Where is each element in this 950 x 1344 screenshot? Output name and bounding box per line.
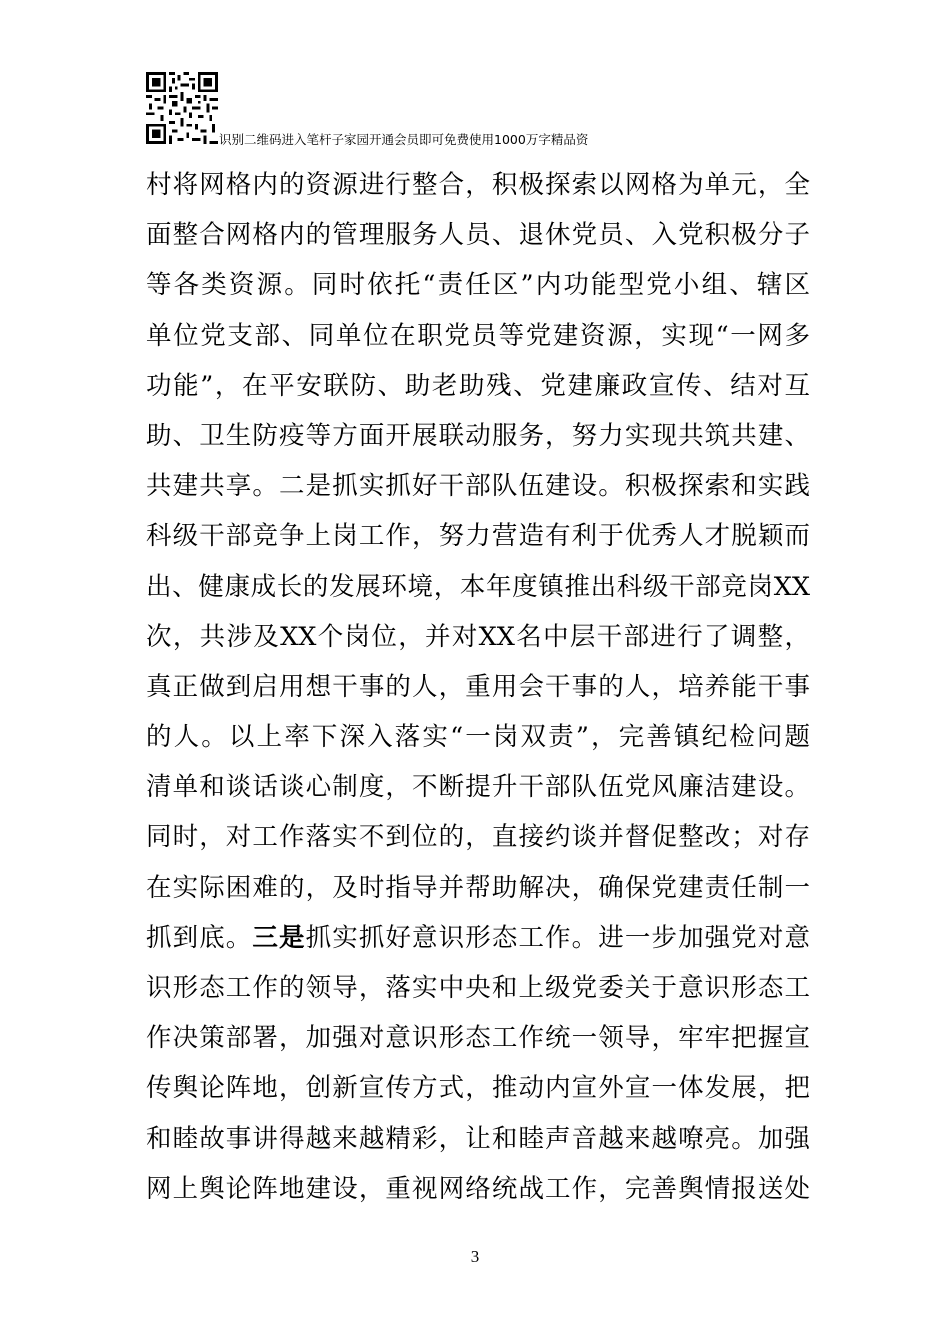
header-promo-note: 识别二维码进入笔杆子家园开通会员即可免费使用1000万字精品资 [219, 132, 589, 147]
body-line-5: 功能”，在平安联防、助老助残、党建廉政宣传、结对互 [146, 370, 810, 401]
document-body [146, 160, 810, 1214]
body-line-10: 次，共涉及XX个岗位，并对XX名中层干部进行了调整， [146, 621, 810, 652]
body-line-1: 村将网格内的资源进行整合，积极探索以网格为单元，全 [146, 170, 810, 200]
qr-code-icon [146, 72, 218, 144]
body-line-6: 助、卫生防疫等方面开展联动服务，努力实现共筑共建、 [146, 420, 810, 451]
body-line-4: 单位党支部、同单位在职党员等党建资源，实现“一网多 [146, 320, 810, 351]
body-line-8: 科级干部竞争上岗工作，努力营造有利于优秀人才脱颖而 [146, 521, 810, 552]
body-line-9: 出、健康成长的发展环境，本年度镇推出科级干部竞岗XX [146, 571, 810, 602]
body-line-19: 传舆论阵地，创新宣传方式，推动内宣外宣一体发展，把 [146, 1073, 810, 1104]
body-line-16 [146, 913, 810, 963]
body-line-15: 在实际困难的，及时指导并帮助解决，确保党建责任制一 [146, 872, 810, 903]
body-line-17: 识形态工作的领导，落实中央和上级党委关于意识形态工 [146, 973, 810, 1003]
body-line-3: 等各类资源。同时依托“责任区”内功能型党小组、辖区 [146, 270, 810, 301]
page-number: 3 [470, 1247, 480, 1266]
body-line-2: 面整合网格内的管理服务人员、退休党员、入党积极分子 [146, 220, 810, 251]
body-line-18: 作决策部署，加强对意识形态工作统一领导，牢牢把握宣 [146, 1023, 810, 1054]
line16-after: 抓实抓好意识形态工作。进一步加强党对意 [305, 922, 810, 953]
line16-bold: 三是 [252, 922, 306, 953]
body-line-12: 的人。以上率下深入落实“一岗双责”，完善镇纪检问题 [146, 722, 810, 753]
body-line-7: 共建共享。二是抓实抓好干部队伍建设。积极探索和实践 [146, 471, 810, 502]
line16-before: 抓到底。 [146, 922, 253, 953]
body-line-13: 清单和谈话谈心制度，不断提升干部队伍党风廉洁建设。 [146, 772, 810, 803]
body-line-21: 网上舆论阵地建设，重视网络统战工作，完善舆情报送处 [146, 1173, 810, 1204]
body-line-20: 和睦故事讲得越来越精彩，让和睦声音越来越嘹亮。加强 [146, 1123, 810, 1154]
body-line-11: 真正做到启用想干事的人，重用会干事的人，培养能干事 [146, 671, 810, 702]
body-line-14: 同时，对工作落实不到位的，直接约谈并督促整改；对存 [146, 822, 810, 853]
